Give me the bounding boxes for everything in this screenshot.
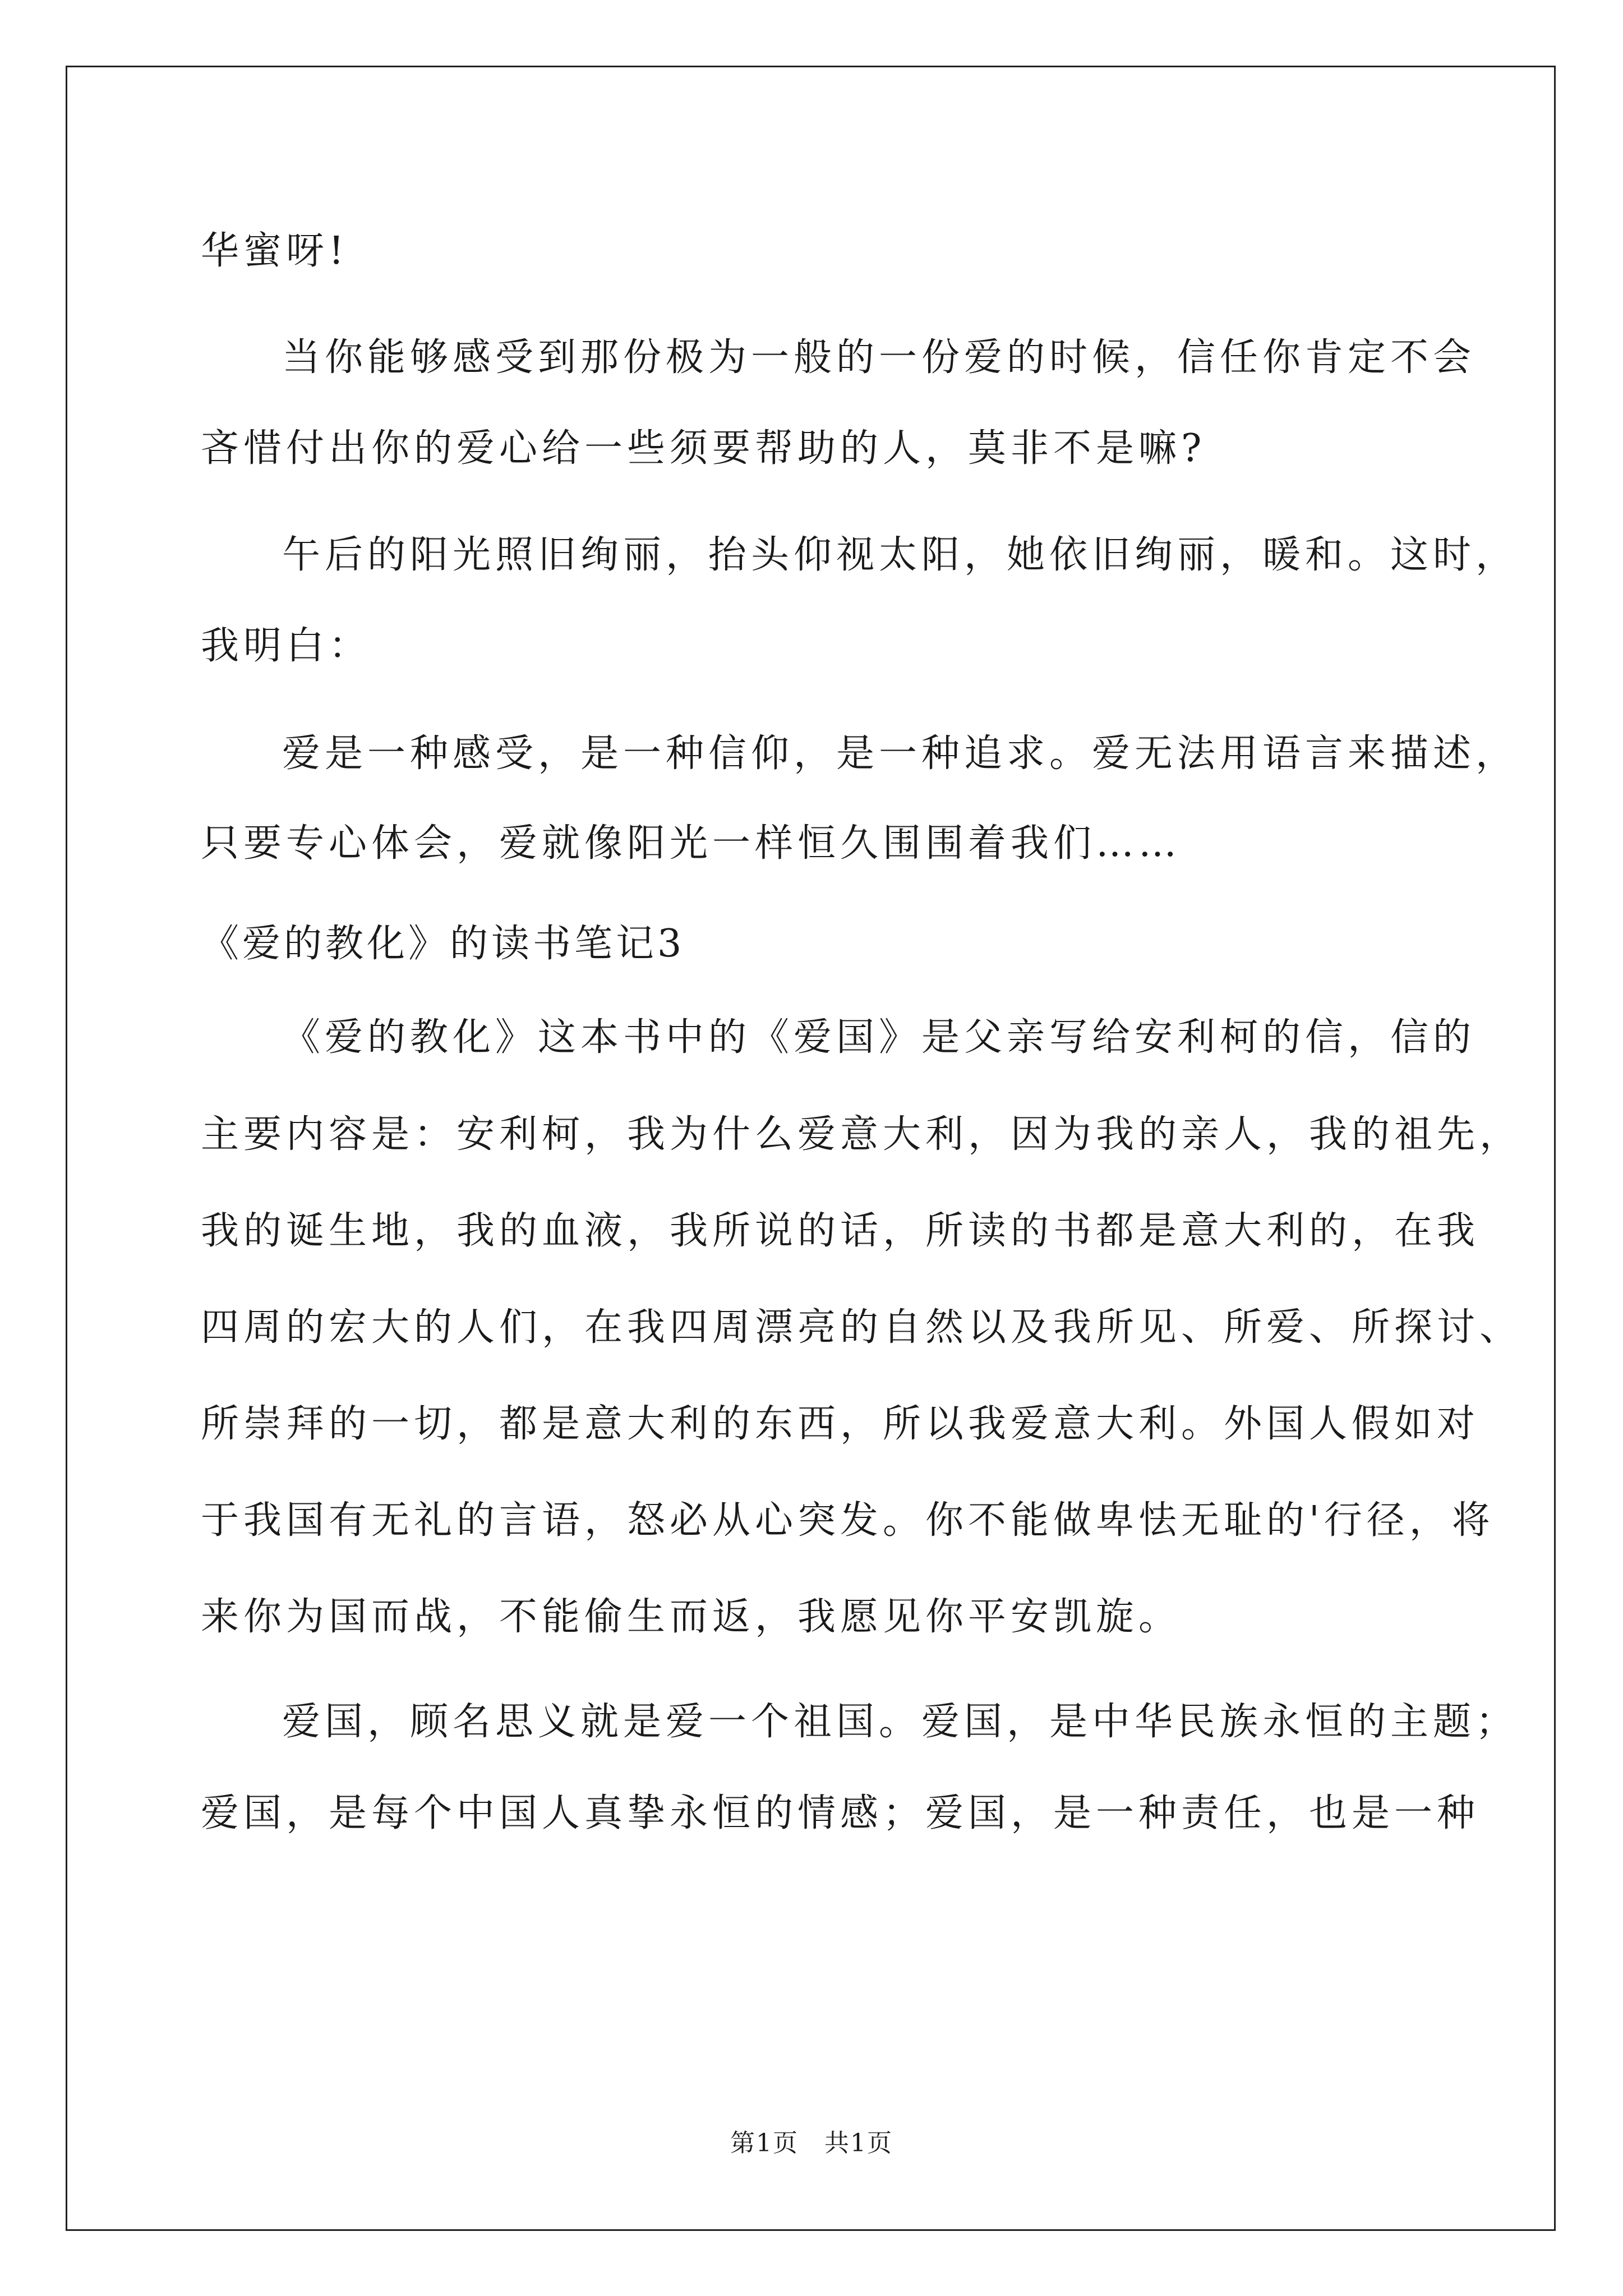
page-footer: 第1页 共1页 bbox=[730, 2129, 893, 2157]
text-line: 爱国，是每个中国人真挚永恒的情感；爱国，是一种责任，也是一种 bbox=[201, 1791, 1480, 1835]
text-line: 爱国，顾名思义就是爱一个祖国。爱国，是中华民族永恒的主题； bbox=[282, 1700, 1519, 1744]
text-line: 我明白： bbox=[201, 624, 372, 668]
text-line: 午后的阳光照旧绚丽，抬头仰视太阳，她依旧绚丽，暖和。这时， bbox=[282, 533, 1519, 577]
text-line: 当你能够感受到那份极为一般的一份爱的时候，信任你肯定不会 bbox=[282, 335, 1476, 380]
text-line: 华蜜呀! bbox=[201, 229, 349, 273]
text-line: 吝惜付出你的爱心给一些须要帮助的人，莫非不是嘛? bbox=[201, 426, 1206, 471]
text-line: 爱是一种感受，是一种信仰，是一种追求。爱无法用语言来描述， bbox=[282, 731, 1519, 776]
text-line: 只要专心体会，爱就像阳光一样恒久围围着我们…… bbox=[201, 821, 1182, 866]
text-line: 主要内容是：安利柯，我为什么爱意大利，因为我的亲人，我的祖先， bbox=[201, 1112, 1523, 1157]
text-line: 来你为国而战，不能偷生而返，我愿见你平安凯旋。 bbox=[201, 1595, 1182, 1639]
text-line: 所崇拜的一切，都是意大利的东西，所以我爱意大利。外国人假如对 bbox=[201, 1402, 1480, 1446]
text-line: 《爱的教化》这本书中的《爱国》是父亲写给安利柯的信，信的 bbox=[282, 1015, 1476, 1060]
text-line: 四周的宏大的人们，在我四周漂亮的自然以及我所见、所爱、所探讨、 bbox=[201, 1305, 1523, 1350]
section-heading: 《爱的教化》的读书笔记3 bbox=[201, 922, 685, 966]
text-line: 我的诞生地，我的血液，我所说的话，所读的书都是意大利的，在我 bbox=[201, 1209, 1480, 1253]
text-line: 于我国有无礼的言语，怒必从心突发。你不能做卑怯无耻的'行径，将 bbox=[201, 1498, 1495, 1543]
